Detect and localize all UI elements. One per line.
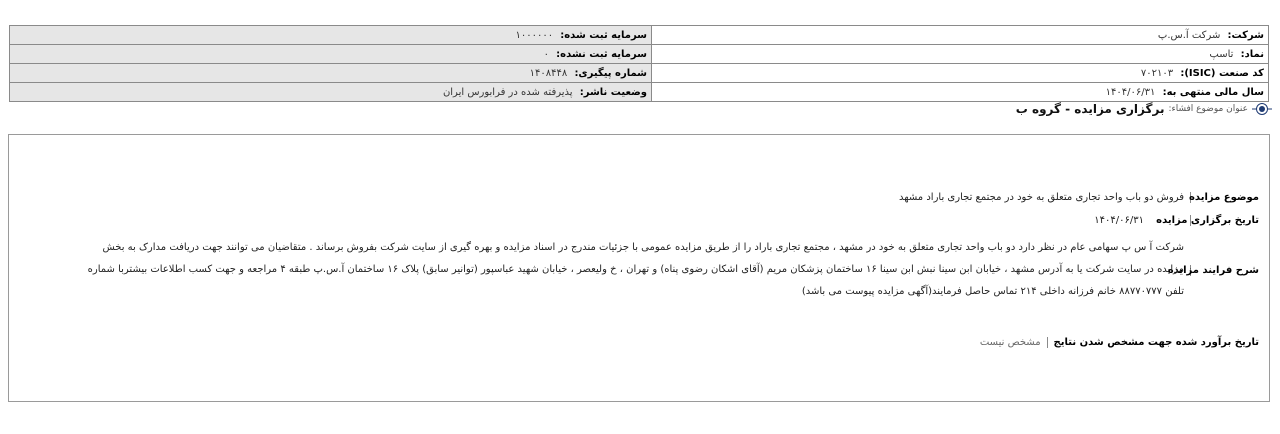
- industry-code-value: ۷۰۲۱۰۳: [1140, 67, 1174, 79]
- company-info-table: [9, 25, 1269, 102]
- tracking-number-cell: [10, 64, 652, 83]
- estimated-result-label: تاریخ برآورد شده جهت مشخص شدن نتایج: [1047, 337, 1259, 348]
- publisher-status-label: وضعیت ناشر:: [579, 86, 647, 98]
- estimated-result-row: [980, 337, 1259, 348]
- auction-subject-label: موضوع مزایده: [1189, 192, 1259, 203]
- auction-subject-value: فروش دو باب واحد تجاری متعلق به خود در مجتمع تجاری باراد مشهد: [899, 192, 1184, 203]
- subject-caption: عنوان موضوع افشاء:: [1168, 104, 1248, 114]
- circle-bullet-icon: [1252, 102, 1272, 116]
- symbol-label: نماد:: [1240, 48, 1264, 60]
- auction-process-row: [74, 237, 1259, 303]
- registered-capital-cell: [10, 26, 652, 45]
- disclosure-subject: [1016, 100, 1272, 118]
- company-name-value: شرکت آ.س.پ: [1157, 29, 1221, 41]
- unregistered-capital-label: سرمایه ثبت نشده:: [556, 48, 647, 60]
- publisher-status-cell: [10, 83, 652, 102]
- company-name-cell: [652, 26, 1269, 45]
- fiscal-year-cell: [652, 83, 1269, 102]
- auction-date-value: ۱۴۰۴/۰۶/۳۱: [1094, 215, 1144, 226]
- auction-date-row: [1094, 215, 1259, 226]
- tracking-number-value: ۱۴۰۸۴۴۸: [529, 67, 568, 79]
- registered-capital-value: ۱۰۰۰۰۰۰: [515, 29, 554, 41]
- auction-process-value: شرکت آ س پ سهامی عام در نظر دارد دو باب واحد تجاری متعلق به خود در مشهد ، مجتمع تجاری باراد را از طریق مزایده عمومی با جزئیات مندرج در اسناد مزایده و بهره گیری از سایت شرکت بفروش برساند . متقاضیان می توانند جهت دریافت مدارک به بخش مزایده در سایت شرکت یا به آدرس مشهد ، خیابان ابن سینا نبش ابن سینا ۱۶ ساختمان پزشکان مریم (آقای اشکان رضوی پناه) و تهران ، خ ولیعصر ، خیابان شهید عباسپور (توانیر سابق) پلاک ۱۶ ساختمان آ.س.پ طبقه ۴ مراجعه و جهت کسب اطلاعات بیشتربا شماره تلفن ۸۸۷۷۰۷۷۷ خانم فرزانه داخلی ۲۱۴ تماس حاصل فرمایند(آگهی مزایده پیوست می باشد): [87, 242, 1184, 297]
- fiscal-year-label: سال مالی منتهی به:: [1162, 86, 1264, 98]
- publisher-status-value: پذیرفته شده در فرابورس ایران: [442, 86, 573, 98]
- industry-code-cell: [652, 64, 1269, 83]
- symbol-value: تاسپ: [1209, 48, 1234, 60]
- subject-title: برگزاری مزایده - گروه ب: [1015, 102, 1165, 116]
- auction-details-box: [8, 134, 1270, 402]
- fiscal-year-value: ۱۴۰۴/۰۶/۳۱: [1105, 86, 1156, 98]
- info-row: [10, 64, 1269, 83]
- unregistered-capital-cell: [10, 45, 652, 64]
- estimated-result-value: مشخص نیست: [979, 337, 1041, 348]
- industry-code-label: کد صنعت (ISIC):: [1180, 67, 1264, 79]
- company-name-label: شرکت:: [1227, 29, 1264, 41]
- auction-date-label: تاریخ برگزاری مزایده: [1156, 215, 1259, 226]
- tracking-number-label: شماره پیگیری:: [574, 67, 647, 79]
- symbol-cell: [652, 45, 1269, 64]
- auction-subject-row: [899, 192, 1259, 203]
- info-row: [10, 83, 1269, 102]
- registered-capital-label: سرمایه ثبت شده:: [560, 29, 647, 41]
- auction-process-label: شرح فرایند مزایده: [1167, 264, 1259, 276]
- info-row: [10, 45, 1269, 64]
- unregistered-capital-value: ۰: [543, 48, 549, 60]
- info-row: [10, 26, 1269, 45]
